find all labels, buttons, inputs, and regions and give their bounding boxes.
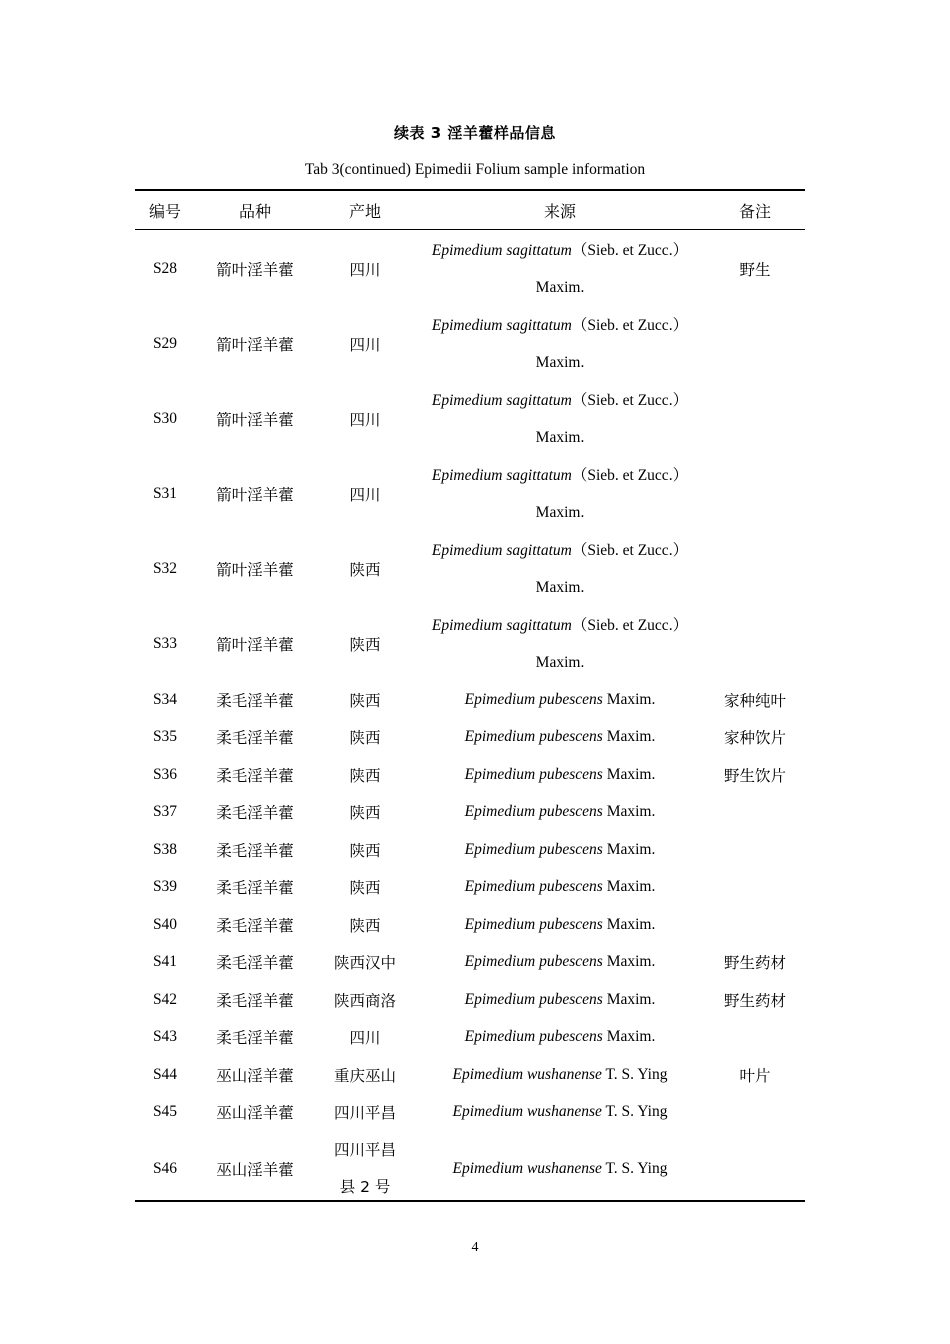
note-cell [705, 606, 805, 681]
species-authority: Maxim. [602, 878, 656, 896]
species-authority: Maxim. [602, 1028, 656, 1046]
source-line-1 [453, 1066, 668, 1083]
source-line-2: Maxim. [535, 278, 585, 296]
sample-id-cell: S42 [152, 990, 178, 1008]
species-authority: Maxim. [602, 953, 656, 971]
table-row [135, 794, 805, 832]
variety-cell: 柔毛淫羊藿 [216, 916, 294, 935]
variety-cell: 箭叶淫羊藿 [216, 410, 294, 429]
origin-cell: 重庆巫山 [333, 1066, 396, 1085]
source-cell [415, 981, 705, 1019]
species-name: Epimedium pubescens [464, 690, 603, 708]
table-row [135, 756, 805, 794]
sample-id-cell: S36 [152, 765, 178, 783]
variety-cell: 箭叶淫羊藿 [216, 485, 294, 504]
source-cell [415, 756, 705, 794]
origin-line-1: 四川平昌 [333, 1140, 396, 1159]
table-caption-english: Tab 3(continued) Epimedii Folium sample information [304, 161, 646, 178]
header-note: 备注 [738, 201, 771, 221]
species-authority: Maxim. [602, 803, 656, 821]
note-cell: 野生饮片 [723, 766, 786, 785]
species-authority: Maxim. [602, 915, 656, 933]
sample-id-cell: S39 [152, 878, 178, 896]
species-authority: T. S. Ying [601, 1065, 668, 1083]
species-name: Epimedium wushanense [452, 1103, 602, 1121]
note-cell [705, 1019, 805, 1057]
source-line-1 [465, 991, 656, 1008]
source-cell [415, 231, 705, 306]
note-cell [705, 381, 805, 456]
species-name: Epimedium pubescens [464, 915, 603, 933]
sample-id-cell: S44 [152, 1065, 178, 1083]
source-line-2: Maxim. [535, 578, 585, 596]
source-cell [415, 944, 705, 982]
origin-cell: 四川 [349, 1029, 381, 1048]
source-line-1 [465, 953, 656, 970]
note-cell: 家种饮片 [723, 729, 786, 748]
note-cell: 野生 [739, 260, 771, 279]
variety-cell: 柔毛淫羊藿 [216, 841, 294, 860]
sample-id-cell: S31 [152, 484, 178, 502]
table-row [135, 306, 805, 381]
variety-cell: 柔毛淫羊藿 [216, 766, 294, 785]
variety-cell: 巫山淫羊藿 [216, 1160, 294, 1179]
table-row [135, 1094, 805, 1132]
species-authority: （Sieb. et Zucc.） [571, 541, 689, 559]
note-cell [705, 831, 805, 869]
source-cell [415, 906, 705, 944]
species-name: Epimedium sagittatum [431, 616, 572, 634]
species-authority: （Sieb. et Zucc.） [571, 316, 689, 334]
table-row [135, 681, 805, 719]
source-line-1 [415, 457, 705, 494]
species-authority: Maxim. [602, 840, 656, 858]
source-line-1 [465, 728, 656, 745]
species-authority: T. S. Ying [601, 1103, 668, 1121]
table-row [135, 831, 805, 869]
species-authority: （Sieb. et Zucc.） [571, 241, 689, 259]
variety-cell: 柔毛淫羊藿 [216, 1029, 294, 1048]
note-cell [705, 794, 805, 832]
variety-cell: 巫山淫羊藿 [216, 1104, 294, 1123]
note-cell [705, 1131, 805, 1206]
source-line-1 [415, 232, 705, 269]
variety-cell: 箭叶淫羊藿 [216, 260, 294, 279]
origin-cell: 陕西 [349, 635, 381, 654]
source-line-1 [415, 307, 705, 344]
species-authority: Maxim. [602, 690, 656, 708]
source-line-1 [415, 382, 705, 419]
note-cell: 野生药材 [723, 991, 786, 1010]
source-line-2: Maxim. [535, 503, 585, 521]
sample-id-cell: S35 [152, 728, 178, 746]
variety-cell: 巫山淫羊藿 [216, 1066, 294, 1085]
sample-id-cell: S29 [152, 334, 178, 352]
sample-info-table [135, 191, 805, 1206]
origin-cell: 陕西商洛 [333, 991, 396, 1010]
source-cell [415, 381, 705, 456]
source-line-1 [465, 691, 656, 708]
sample-id-cell: S37 [152, 803, 178, 821]
species-name: Epimedium sagittatum [431, 466, 572, 484]
variety-cell: 箭叶淫羊藿 [216, 560, 294, 579]
species-authority: Maxim. [602, 765, 656, 783]
origin-cell: 陕西 [349, 879, 381, 898]
note-cell [705, 869, 805, 907]
table-row [135, 981, 805, 1019]
source-cell [415, 1019, 705, 1057]
source-line-2: Maxim. [535, 653, 585, 671]
origin-cell: 陕西汉中 [333, 954, 396, 973]
species-name: Epimedium sagittatum [431, 241, 572, 259]
species-name: Epimedium pubescens [464, 765, 603, 783]
table-row [135, 1019, 805, 1057]
source-cell [415, 606, 705, 681]
sample-id-cell: S43 [152, 1028, 178, 1046]
origin-cell: 四川平昌 [333, 1104, 396, 1123]
origin-cell: 陕西 [349, 841, 381, 860]
origin-cell [315, 1131, 415, 1206]
origin-cell: 四川 [349, 485, 381, 504]
species-name: Epimedium pubescens [464, 990, 603, 1008]
table-row [135, 381, 805, 456]
species-name: Epimedium pubescens [464, 840, 603, 858]
species-authority: T. S. Ying [601, 1159, 668, 1177]
header-origin: 产地 [348, 201, 381, 221]
source-line-1 [453, 1103, 668, 1120]
table-row [135, 231, 805, 306]
table-row [135, 531, 805, 606]
origin-cell: 陕西 [349, 560, 381, 579]
note-cell: 野生药材 [723, 954, 786, 973]
source-cell [415, 1094, 705, 1132]
species-name: Epimedium wushanense [452, 1065, 602, 1083]
sample-id-cell: S38 [152, 840, 178, 858]
table-row [135, 869, 805, 907]
species-name: Epimedium pubescens [464, 1028, 603, 1046]
species-authority: （Sieb. et Zucc.） [571, 466, 689, 484]
variety-cell: 柔毛淫羊藿 [216, 804, 294, 823]
sample-id-cell: S46 [152, 1159, 178, 1177]
note-cell [705, 306, 805, 381]
species-authority: Maxim. [602, 990, 656, 1008]
species-name: Epimedium pubescens [464, 953, 603, 971]
origin-cell: 陕西 [349, 691, 381, 710]
species-authority: Maxim. [602, 728, 656, 746]
note-cell [705, 531, 805, 606]
note-cell [705, 1094, 805, 1132]
species-name: Epimedium sagittatum [431, 391, 572, 409]
table-row [135, 719, 805, 757]
source-line-1 [465, 803, 656, 820]
table-row [135, 1056, 805, 1094]
variety-cell: 箭叶淫羊藿 [216, 335, 294, 354]
sample-id-cell: S40 [152, 915, 178, 933]
species-name: Epimedium sagittatum [431, 316, 572, 334]
header-id: 编号 [148, 201, 181, 221]
species-name: Epimedium pubescens [464, 728, 603, 746]
sample-id-cell: S41 [152, 953, 178, 971]
source-line-1 [465, 878, 656, 895]
source-cell [415, 1131, 705, 1206]
source-line-1 [465, 1028, 656, 1045]
table-header-row [135, 191, 805, 231]
origin-cell: 四川 [349, 410, 381, 429]
source-line-1 [465, 766, 656, 783]
source-cell [415, 681, 705, 719]
table-row [135, 456, 805, 531]
table-row [135, 906, 805, 944]
header-source: 来源 [543, 201, 576, 221]
origin-cell: 四川 [349, 260, 381, 279]
header-variety: 品种 [238, 201, 271, 221]
variety-cell: 柔毛淫羊藿 [216, 879, 294, 898]
table-body [135, 231, 805, 1206]
table-row [135, 1131, 805, 1206]
variety-cell: 柔毛淫羊藿 [216, 729, 294, 748]
source-line-1 [465, 916, 656, 933]
table-row [135, 606, 805, 681]
source-cell [415, 456, 705, 531]
source-cell [415, 306, 705, 381]
origin-cell: 陕西 [349, 729, 381, 748]
sample-id-cell: S28 [152, 259, 178, 277]
species-name: Epimedium pubescens [464, 803, 603, 821]
table-row [135, 944, 805, 982]
source-cell [415, 831, 705, 869]
table-caption-chinese: 续表 3 淫羊藿样品信息 [394, 124, 556, 142]
species-name: Epimedium sagittatum [431, 541, 572, 559]
note-cell: 家种纯叶 [723, 691, 786, 710]
variety-cell: 柔毛淫羊藿 [216, 991, 294, 1010]
sample-id-cell: S30 [152, 409, 178, 427]
species-name: Epimedium wushanense [452, 1159, 602, 1177]
source-cell [415, 531, 705, 606]
source-cell [415, 1056, 705, 1094]
sample-id-cell: S32 [152, 559, 178, 577]
origin-line-2: 县 2 号 [339, 1177, 391, 1196]
note-cell [705, 456, 805, 531]
sample-id-cell: S34 [152, 690, 178, 708]
sample-id-cell: S33 [152, 634, 178, 652]
variety-cell: 箭叶淫羊藿 [216, 635, 294, 654]
species-authority: （Sieb. et Zucc.） [571, 616, 689, 634]
source-line-2: Maxim. [535, 353, 585, 371]
source-cell [415, 869, 705, 907]
variety-cell: 柔毛淫羊藿 [216, 691, 294, 710]
source-line-1 [453, 1160, 668, 1177]
species-name: Epimedium pubescens [464, 878, 603, 896]
source-line-2: Maxim. [535, 428, 585, 446]
origin-cell: 四川 [349, 335, 381, 354]
origin-cell: 陕西 [349, 766, 381, 785]
species-authority: （Sieb. et Zucc.） [571, 391, 689, 409]
source-line-1 [415, 607, 705, 644]
source-cell [415, 794, 705, 832]
source-line-1 [465, 841, 656, 858]
page-number: 4 [471, 1240, 479, 1255]
variety-cell: 柔毛淫羊藿 [216, 954, 294, 973]
origin-cell: 陕西 [349, 804, 381, 823]
source-cell [415, 719, 705, 757]
source-line-1 [415, 532, 705, 569]
note-cell [705, 906, 805, 944]
sample-id-cell: S45 [152, 1103, 178, 1121]
note-cell: 叶片 [739, 1066, 771, 1085]
origin-cell: 陕西 [349, 916, 381, 935]
